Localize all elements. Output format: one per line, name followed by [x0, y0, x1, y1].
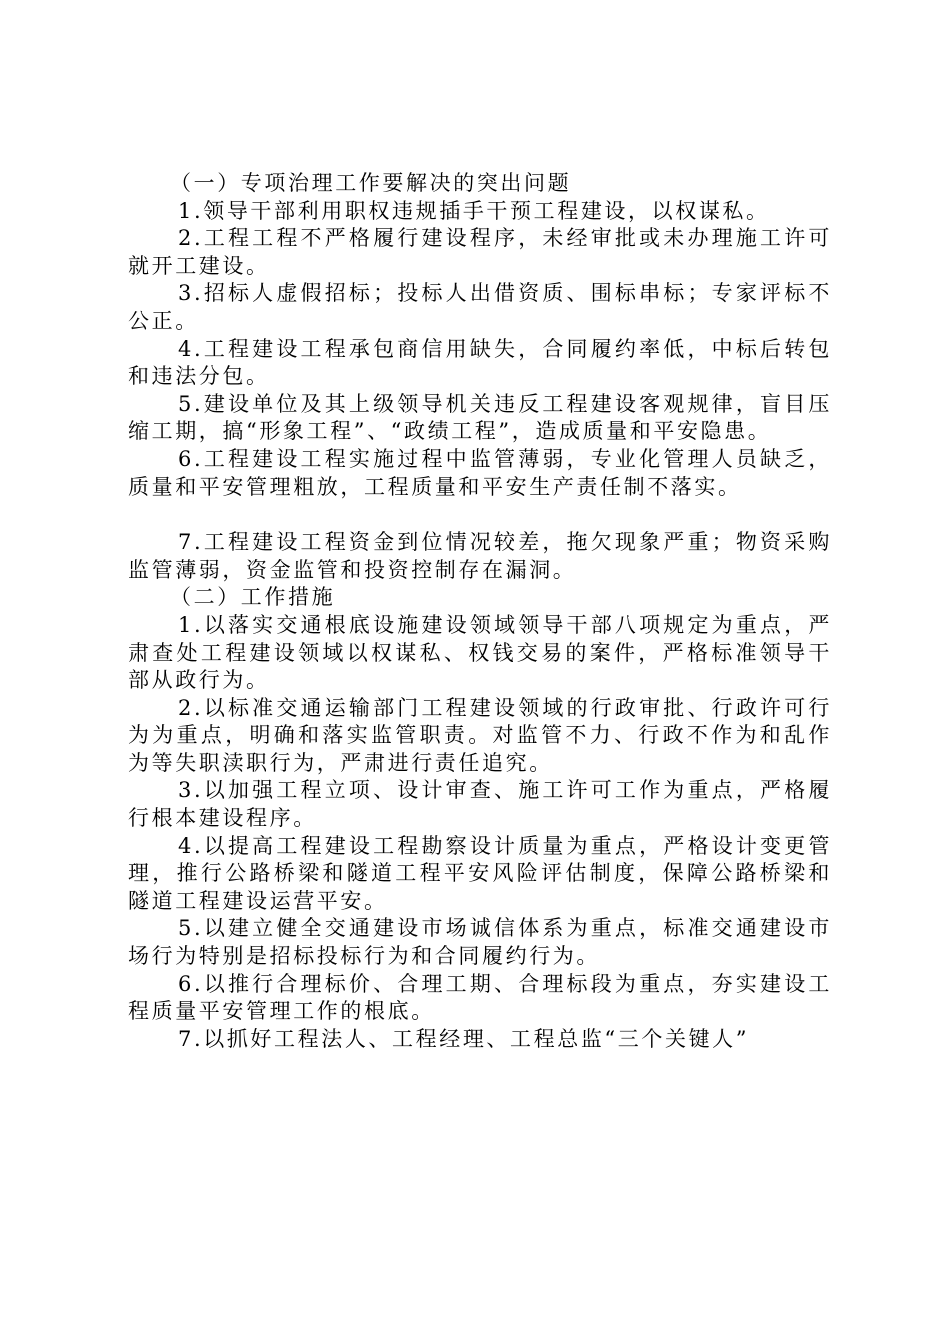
section-heading-1: （一）专项治理工作要解决的突出问题 [170, 171, 572, 195]
section-2-item-3: 3.以加强工程立项、设计审查、施工许可工作为重点，严格履行根本建设程序。 [128, 778, 832, 831]
section-2-item-2: 2.以标准交通运输部门工程建设领域的行政审批、行政许可行为为重点，明确和落实监管职责。对监管不力、行政不作为和乱作为等失职渎职行为，严肃进行责任追究。 [128, 695, 832, 775]
section-1-item-7: 7.工程建设工程资金到位情况较差，拖欠现象严重；物资采购监管薄弱，资金监管和投资控制存在漏洞。 [128, 530, 832, 582]
section-2-item-7: 7.以抓好工程法人、工程经理、工程总监“三个关键人” [178, 1026, 750, 1051]
section-1-item-6: 6.工程建设工程实施过程中监管薄弱，专业化管理人员缺乏，质量和平安管理粗放，工程质量和平安生产责任制不落实。 [128, 446, 832, 499]
section-1-item-2: 2.工程工程不严格履行建设程序，未经审批或未办理施工许可就开工建设。 [128, 226, 832, 278]
section-1-item-1: 1.领导干部利用职权违规插手干预工程建设，以权谋私。 [178, 198, 770, 223]
section-2-item-1: 1.以落实交通根底设施建设领域领导干部八项规定为重点，严肃查处工程建设领域以权谋私、权钱交易的案件，严格标准领导干部从政行为。 [128, 612, 832, 693]
section-1-item-4: 4.工程建设工程承包商信用缺失，合同履约率低，中标后转包和违法分包。 [128, 336, 832, 389]
section-1-item-5: 5.建设单位及其上级领导机关违反工程建设客观规律，盲目压缩工期，搞“形象工程”、“政绩工程”，造成质量和平安隐患。 [128, 391, 832, 444]
section-2-item-5: 5.以建立健全交通建设市场诚信体系为重点，标准交通建设市场行为特别是招标投标行为和合同履约行为。 [128, 916, 832, 969]
section-heading-2: （二）工作措施 [170, 585, 336, 610]
paragraph-gap [128, 501, 832, 529]
document-body [128, 170, 832, 1053]
section-2-item-4: 4.以提高工程建设工程勘察设计质量为重点，严格设计变更管理，推行公路桥梁和隧道工程平安风险评估制度，保障公路桥梁和隧道工程建设运营平安。 [128, 833, 832, 913]
section-2-item-6: 6.以推行合理标价、合理工期、合理标段为重点，夯实建设工程质量平安管理工作的根底。 [128, 971, 832, 1024]
section-1-item-3: 3.招标人虚假招标；投标人出借资质、围标串标；专家评标不公正。 [128, 281, 832, 333]
